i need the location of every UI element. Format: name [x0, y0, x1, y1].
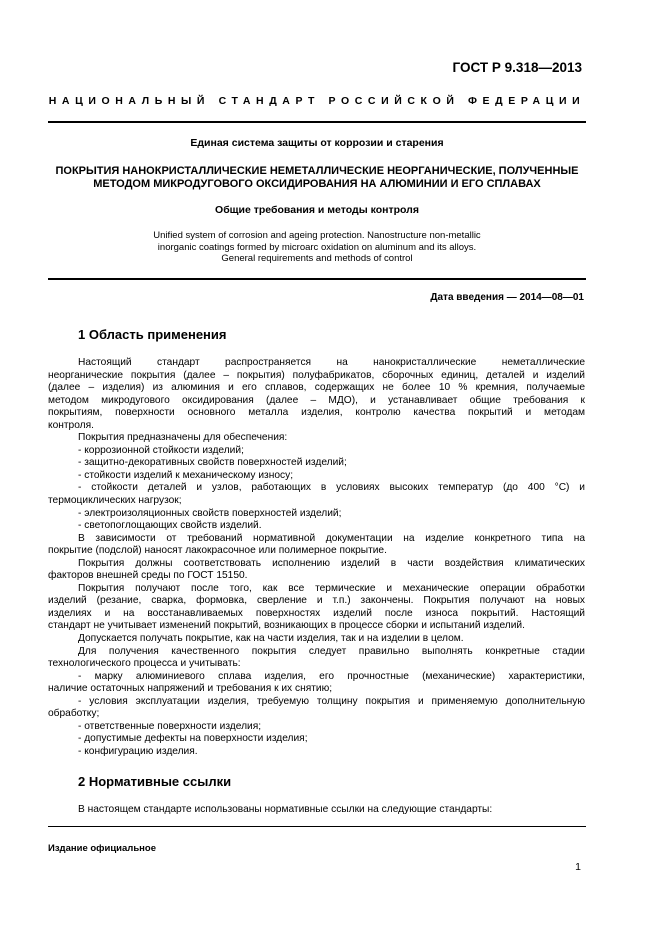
body-line: Покрытия должны соответствовать исполнению изделий в части воздействия климатических: [78, 557, 585, 569]
document-title-line: ПОКРЫТИЯ НАНОКРИСТАЛЛИЧЕСКИЕ НЕМЕТАЛЛИЧЕСКИЕ НЕОРГАНИЧЕСКИЕ, ПОЛУЧЕННЫЕ: [55, 165, 579, 177]
body-line: - коррозионной стойкости изделий;: [78, 444, 244, 456]
system-title: Единая система защиты от коррозии и старения: [190, 137, 444, 149]
page-number: 1: [575, 861, 581, 873]
english-title: [48, 230, 586, 265]
body-line: - допустимые дефекты на поверхности изделия;: [78, 733, 308, 745]
section-1-heading: 1 Область применения: [78, 327, 227, 342]
body-line: контроля.: [48, 419, 94, 431]
body-line: - стойкости изделий к механическому износу;: [78, 469, 294, 481]
body-line: - марку алюминиевого сплава изделия, его прочностные (механические) характеристики,: [78, 670, 585, 682]
section-2-text: В настоящем стандарте использованы нормативные ссылки на следующие стандарты:: [78, 804, 493, 815]
body-line: покрытие (подслой) наносят лакокрасочное или полимерное покрытие.: [48, 545, 387, 557]
body-line: - защитно-декоративных свойств поверхностей изделий;: [78, 457, 347, 469]
body-line: стандарт не учитывает изменений покрытий, возникающих в процессе сборки и испытаний изделий.: [48, 620, 525, 632]
body-line: обработку;: [48, 708, 100, 720]
official-edition-label: Издание официальное: [48, 843, 156, 854]
body-line: - конфигурацию изделия.: [78, 745, 198, 757]
body-line: Допускается получать покрытие, как на части изделия, так и на изделии в целом.: [78, 633, 464, 645]
body-line: Для получения качественного покрытия следует правильно выполнять конкретные стадии: [78, 645, 585, 657]
body-line: - ответственные поверхности изделия;: [78, 720, 262, 732]
body-line: - электроизоляционных свойств поверхностей изделий;: [78, 507, 342, 519]
introduction-date: Дата введения — 2014—08—01: [430, 292, 584, 303]
english-title-line: General requirements and methods of control: [221, 253, 413, 264]
header-rule: [48, 121, 586, 123]
body-line: Покрытия получают после того, как все термические и механические операции обработки: [78, 582, 585, 594]
footer-rule: [48, 826, 586, 827]
body-line: Покрытия предназначены для обеспечения:: [78, 432, 288, 444]
body-line: Настоящий стандарт распространяется на нанокристаллические неметаллические: [78, 357, 585, 368]
document-title: [48, 165, 586, 191]
body-line: факторов внешней среды по ГОСТ 15150.: [48, 570, 248, 582]
english-title-line: Unified system of corrosion and ageing protection. Nanostructure non-metallic: [153, 230, 481, 241]
body-line: В зависимости от требований нормативной документации на изделие конкретного типа на: [78, 532, 585, 544]
document-subtitle: Общие требования и методы контроля: [215, 204, 419, 216]
body-line: - светопоглощающих свойств изделий.: [78, 520, 262, 532]
body-line: покрытиям, поверхности основного металла изделия, контролю качества покрытий и методам: [48, 407, 585, 419]
body-line: (далее – изделия) из алюминия и его сплавов, содержащих не более 10 % кремния, получаемые: [48, 382, 585, 394]
body-line: методом микродугового оксидирования (далее – МДО), и устанавливает общие требования к: [48, 394, 585, 406]
section-1-body: [48, 357, 585, 759]
body-line: - условия эксплуатации изделия, требуемую толщину покрытия и применяемую дополнительную: [78, 695, 585, 707]
national-standard-banner: НАЦИОНАЛЬНЫЙ СТАНДАРТ РОССИЙСКОЙ ФЕДЕРАЦИИ: [48, 95, 586, 107]
english-title-line: inorganic coatings formed by microarc oxidation on aluminum and its alloys.: [157, 241, 477, 253]
body-line: наличие остаточных напряжений и требования к их снятию;: [48, 683, 333, 695]
gost-code: ГОСТ Р 9.318—2013: [452, 60, 582, 75]
body-line: - стойкости деталей и узлов, работающих в условиях высоких температур (до 400 °С) и: [78, 482, 585, 494]
body-line: изделий (резание, сварка, формовка, сверление и т.п.) закончены. Покрытия получают на новых: [48, 595, 585, 607]
body-line: термоциклических нагрузок;: [48, 495, 182, 507]
section-2-heading: 2 Нормативные ссылки: [78, 774, 232, 789]
body-line: неорганические покрытия (далее – покрытия) полуфабрикатов, сборочных единиц, деталей и изделий: [48, 369, 585, 381]
document-title-line: МЕТОДОМ МИКРОДУГОВОГО ОКСИДИРОВАНИЯ НА АЛЮМИНИИ И ЕГО СПЛАВАХ: [93, 178, 541, 190]
title-rule: [48, 278, 586, 280]
body-line: изделиях и на восстанавливаемых поверхностях изделий после износа покрытий. Настоящий: [48, 607, 585, 619]
body-line: технологического процесса и учитывать:: [48, 658, 241, 670]
